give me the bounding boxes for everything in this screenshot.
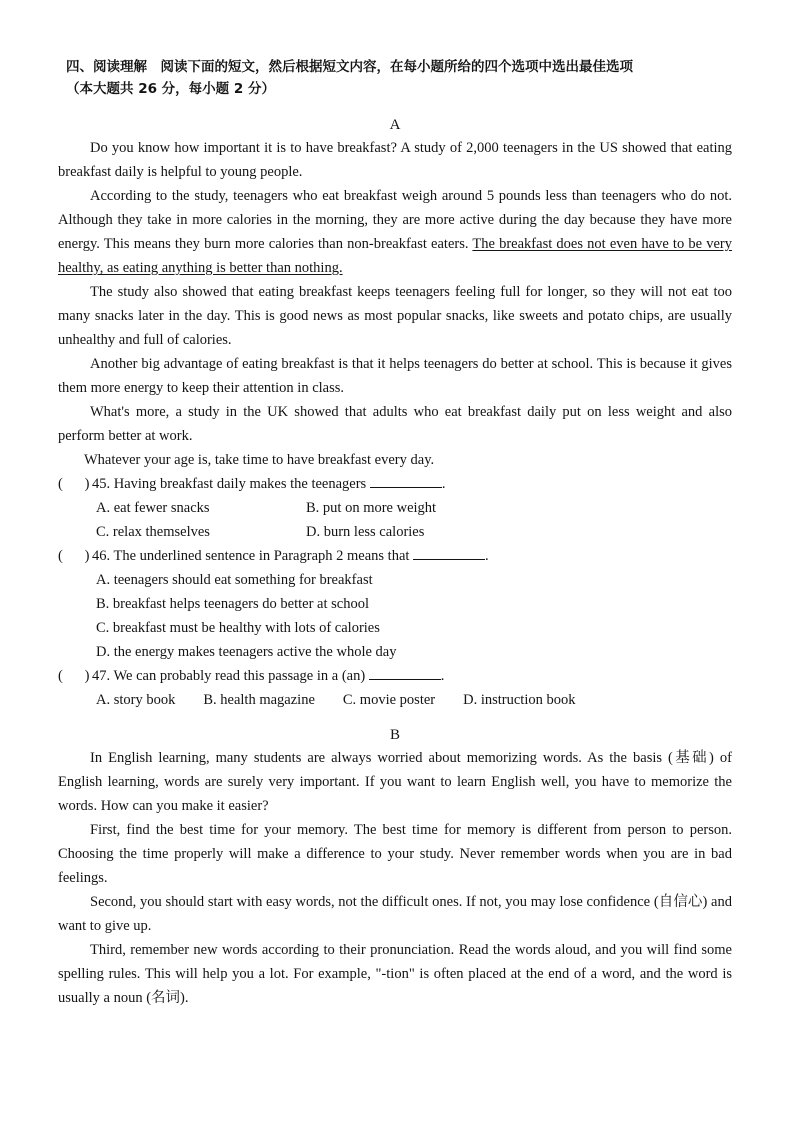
- paragraph-2-text: According to the study, teenagers who eat breakfast weigh around 5 pounds less than teenagers who do not. Although they take in more calories in the morning, they are more active during the day because they have more energy. This means they burn more calories than non-breakfast eaters.: [58, 188, 732, 252]
- option-c[interactable]: C. breakfast must be healthy with lots of calories: [96, 620, 380, 636]
- option-a[interactable]: A. eat fewer snacks: [96, 500, 210, 516]
- section-instruction: 四、阅读理解 阅读下面的短文，然后根据短文内容，在每小题所给的四个选项中选出最佳选项: [66, 59, 633, 75]
- option-a[interactable]: A. story book: [96, 692, 176, 708]
- passage-b-paragraph-1: In English learning, many students are always worried about memorizing words. As the basis (基础) of English learning, words are surely very important. If you want to learn English well, you have to memorize the words. How can you make it easier?: [58, 750, 732, 814]
- answer-paren[interactable]: ( ): [58, 476, 90, 492]
- passage-a-paragraph-3: The study also showed that eating breakfast keeps teenagers feeling full for longer, so they will not eat too many snacks later in the day. This is good news as most popular snacks, like sweets and potato chips, are usually unhealthy and full of calories.: [58, 284, 732, 348]
- option-b[interactable]: B. put on more weight: [306, 500, 437, 516]
- option-c[interactable]: C. movie poster: [342, 692, 436, 708]
- option-c[interactable]: C. relax themselves: [96, 524, 210, 540]
- section-score-note: （本大题共 26 分，每小题 2 分）: [66, 81, 275, 97]
- answer-blank: [370, 473, 442, 488]
- question-46-options: [58, 568, 732, 664]
- passage-a-paragraph-5: What's more, a study in the UK showed that adults who eat breakfast daily put on less weight and also perform better at work.: [58, 404, 732, 444]
- passage-b-label: B: [389, 727, 400, 743]
- option-b[interactable]: B. health magazine: [203, 692, 315, 708]
- question-47: ( ) 47. We can probably read this passage in a (an) .: [58, 664, 732, 688]
- answer-paren[interactable]: ( ): [58, 548, 90, 564]
- option-d[interactable]: D. instruction book: [463, 692, 576, 708]
- answer-paren[interactable]: ( ): [58, 668, 90, 684]
- question-47-options: [58, 688, 732, 712]
- passage-a-paragraph-4: Another big advantage of eating breakfast is that it helps teenagers do better at school. This is because it gives them more energy to keep their attention in class.: [58, 356, 732, 396]
- question-stem: 46. The underlined sentence in Paragraph 2 means that: [92, 548, 410, 564]
- answer-blank: [413, 545, 485, 560]
- question-45: ( ) 45. Having breakfast daily makes the teenagers .: [58, 472, 732, 496]
- question-46: ( ) 46. The underlined sentence in Paragraph 2 means that .: [58, 544, 732, 568]
- passage-b-paragraph-2: First, find the best time for your memory. The best time for memory is different from person to person. Choosing the time properly will make a difference to your study. Never remember words when you are in bad feelings.: [58, 822, 732, 886]
- option-a[interactable]: A. teenagers should eat something for breakfast: [96, 572, 373, 588]
- option-b[interactable]: B. breakfast helps teenagers do better at school: [96, 596, 369, 612]
- answer-blank: [369, 665, 441, 680]
- passage-a-paragraph-2: [58, 184, 732, 280]
- question-stem: 45. Having breakfast daily makes the teenagers: [92, 476, 367, 492]
- passage-b-paragraph-3: Second, you should start with easy words, not the difficult ones. If not, you may lose confidence (自信心) and want to give up.: [58, 894, 732, 934]
- question-45-options: [58, 496, 732, 544]
- section-header: [58, 56, 732, 100]
- passage-b-paragraph-4: Third, remember new words according to their pronunciation. Read the words aloud, and you will find some spelling rules. This will help you a lot. For example, "-tion" is often placed at the end of a word, and the word is usually a noun (名词).: [58, 942, 732, 1006]
- passage-a-label: A: [389, 117, 401, 133]
- passage-a-paragraph-6: Whatever your age is, take time to have breakfast every day.: [84, 452, 435, 468]
- underlined-sentence: The breakfast does not even have to be very healthy, as eating anything is better than nothing.: [58, 236, 732, 276]
- option-d[interactable]: D. burn less calories: [306, 524, 425, 540]
- passage-a-paragraph-1: Do you know how important it is to have breakfast? A study of 2,000 teenagers in the US showed that eating breakfast daily is helpful to young people.: [58, 140, 732, 180]
- question-stem: 47. We can probably read this passage in a (an): [92, 668, 366, 684]
- option-d[interactable]: D. the energy makes teenagers active the whole day: [96, 644, 397, 660]
